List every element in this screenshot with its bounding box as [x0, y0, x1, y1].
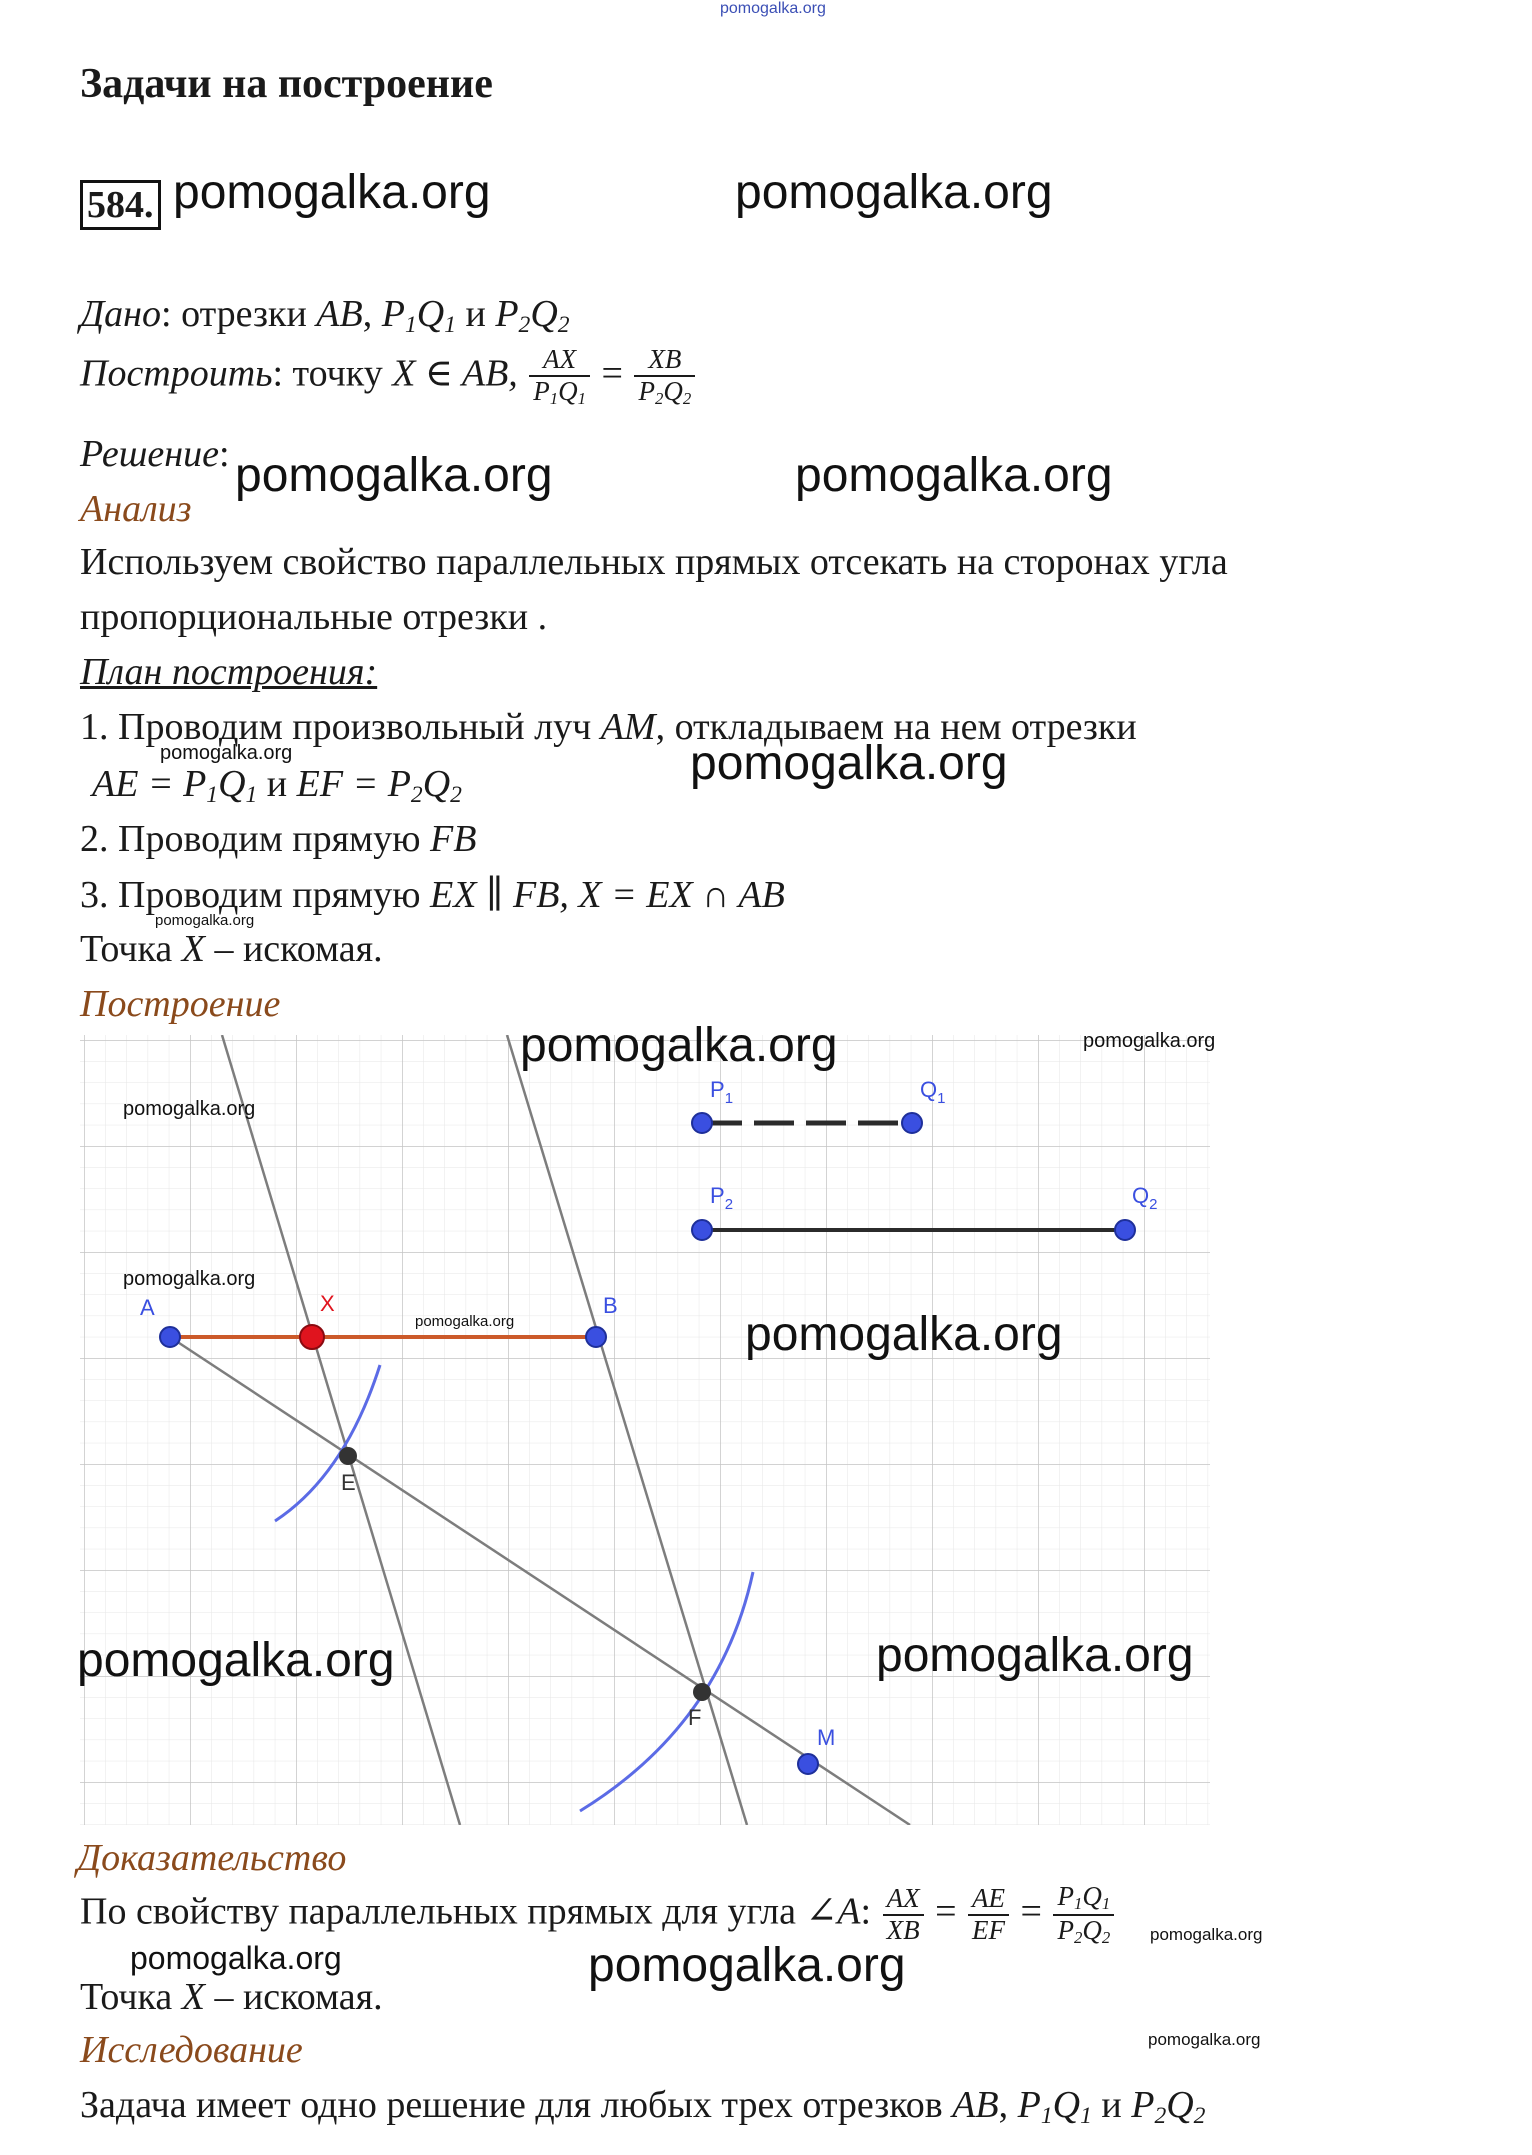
point-x: [300, 1325, 324, 1349]
label-f: F: [688, 1705, 702, 1730]
point-q2: [1115, 1220, 1135, 1240]
equals-sign: =: [935, 1890, 957, 1933]
research-and: и: [1091, 2084, 1132, 2126]
solution-line: Решение:: [80, 433, 230, 475]
label-e: E: [341, 1470, 356, 1495]
math-ab: AB: [316, 293, 363, 335]
label-b: B: [603, 1293, 618, 1318]
fraction-ax-p1q1: $\frac{AX}{P_1Q_1}$: [529, 345, 590, 408]
research-label: Исследование: [80, 2029, 303, 2071]
watermark: pomogalka.org: [1148, 2030, 1261, 2049]
watermark: pomogalka.org: [735, 166, 1053, 219]
fraction-p1q1-p2q2: $\frac{P_1Q_1}{P_2Q_2}$: [1053, 1882, 1114, 1947]
page-title: Задачи на построение: [80, 61, 493, 107]
math-p2q2: $P_2Q_2$: [1131, 2084, 1206, 2129]
proof-conclusion: [80, 1975, 383, 2019]
equals-sign: =: [601, 352, 623, 395]
math-am: AM: [600, 706, 656, 748]
analysis-line-2: пропорциональные отрезки .: [80, 596, 548, 638]
label-p1: $P_1$: [710, 1077, 734, 1107]
math-p2q2: $P_2Q_2$: [495, 293, 570, 338]
watermark: pomogalka.org: [130, 1940, 342, 1976]
watermark: pomogalka.org: [155, 912, 255, 929]
step-1-and: и: [257, 763, 297, 805]
point-x-text: Точка: [80, 928, 182, 970]
top-watermark: pomogalka.org: [720, 0, 826, 17]
construct-line: [80, 345, 697, 408]
grid: [80, 1035, 1210, 1825]
solution-label: Решение: [80, 433, 219, 475]
step-1-text: 1. Проводим произвольный луч: [80, 706, 601, 748]
problem-number: 584.: [80, 180, 161, 230]
watermark: pomogalka.org: [588, 1939, 906, 1992]
construction-figure: [80, 1035, 1210, 1825]
math-x: X: [181, 928, 205, 970]
watermark: pomogalka.org: [1083, 1030, 1216, 1052]
given-line: Дано: отрезки AB, $P_1Q_1$ и $P_2Q_2$: [80, 293, 570, 338]
plan-label: План построения:: [80, 651, 378, 693]
construct-label: Построить: [80, 352, 273, 395]
fraction-ax-xb: $\frac{AX}{XB}$: [883, 1884, 924, 1945]
watermark: pomogalka.org: [520, 1019, 838, 1072]
point-x-tail: – искомая.: [204, 1976, 383, 2018]
step-3: [80, 872, 785, 917]
point-e: [339, 1447, 357, 1465]
watermark: pomogalka.org: [123, 1098, 256, 1120]
label-a: A: [140, 1295, 155, 1320]
point-a: [160, 1327, 180, 1347]
proof-label: Доказательство: [77, 1837, 347, 1879]
math-fb: FB: [430, 818, 477, 860]
watermark: pomogalka.org: [690, 737, 1008, 790]
point-q1: [902, 1113, 922, 1133]
watermark: pomogalka.org: [1150, 1925, 1263, 1944]
watermark: pomogalka.org: [795, 449, 1113, 502]
formula-ae: AE = $P_1Q_1$: [92, 763, 258, 808]
step-2-text: 2. Проводим прямую: [80, 818, 430, 860]
math-a: A: [837, 1890, 861, 1933]
math-ab: AB: [952, 2084, 999, 2126]
watermark: pomogalka.org: [235, 449, 553, 502]
equals-sign: =: [1020, 1890, 1042, 1933]
step-2: [80, 817, 476, 861]
point-p2: [692, 1220, 712, 1240]
fraction-xb-p2q2: $\frac{XB}{P_2Q_2}$: [634, 345, 695, 408]
point-b: [586, 1327, 606, 1347]
step-3-formula: EX ∥ FB, X = EX ∩ AB: [430, 874, 785, 916]
point-x-line: [80, 927, 383, 971]
label-x: X: [320, 1291, 335, 1316]
research-text: Задача имеет одно решение для любых трех отрезков: [80, 2084, 953, 2126]
point-f: [693, 1683, 711, 1701]
given-text: : отрезки: [161, 293, 317, 335]
proof-text: По свойству параллельных прямых для угла ∠: [80, 1890, 838, 1933]
construct-text: : точку: [272, 352, 393, 395]
watermark: pomogalka.org: [173, 166, 491, 219]
analysis-line-1: Используем свойство параллельных прямых отсекать на сторонах угла: [80, 541, 1228, 583]
construct-math: X ∈ AB,: [392, 352, 518, 395]
watermark: pomogalka.org: [77, 1634, 395, 1687]
point-p1: [692, 1113, 712, 1133]
point-x-tail: – искомая.: [204, 928, 383, 970]
point-x-text: Точка: [80, 1976, 182, 2018]
step-3-text: 3. Проводим прямую: [80, 874, 430, 916]
given-label: Дано: [80, 293, 162, 335]
point-m: [798, 1754, 818, 1774]
analysis-label: Анализ: [80, 488, 192, 530]
watermark: pomogalka.org: [876, 1629, 1194, 1682]
watermark: pomogalka.org: [415, 1313, 515, 1330]
research-line: Задача имеет одно решение для любых трех отрезков AB, $P_1Q_1$ и $P_2Q_2$: [80, 2084, 1206, 2129]
given-and: и: [455, 293, 496, 335]
watermark: pomogalka.org: [123, 1268, 256, 1290]
math-p1q1: $P_1Q_1$: [1017, 2084, 1092, 2129]
step-1-formula: [92, 762, 462, 809]
construction-label: Построение: [80, 983, 281, 1025]
proof-line: По свойству параллельных прямых для угла ∠A: $\frac{AX}{XB}$ = $\frac{AE}{EF}$ = $\frac{P_1Q_1}{P_2Q_2}$: [80, 1882, 1116, 1947]
label-p2: $P_2$: [710, 1183, 734, 1213]
watermark: pomogalka.org: [160, 742, 293, 764]
formula-ef: EF = $P_2Q_2$: [296, 763, 462, 808]
label-q2: $Q_2$: [1132, 1183, 1158, 1213]
math-p1q1: $P_1Q_1$: [381, 293, 456, 338]
math-x: X: [181, 1976, 205, 2018]
label-q1: $Q_1$: [920, 1077, 946, 1107]
fraction-ae-ef: $\frac{AE}{EF}$: [968, 1884, 1009, 1945]
label-m: M: [817, 1725, 836, 1750]
step-1-tail: , откладываем на нем отрезки: [655, 706, 1137, 748]
watermark: pomogalka.org: [745, 1308, 1063, 1361]
